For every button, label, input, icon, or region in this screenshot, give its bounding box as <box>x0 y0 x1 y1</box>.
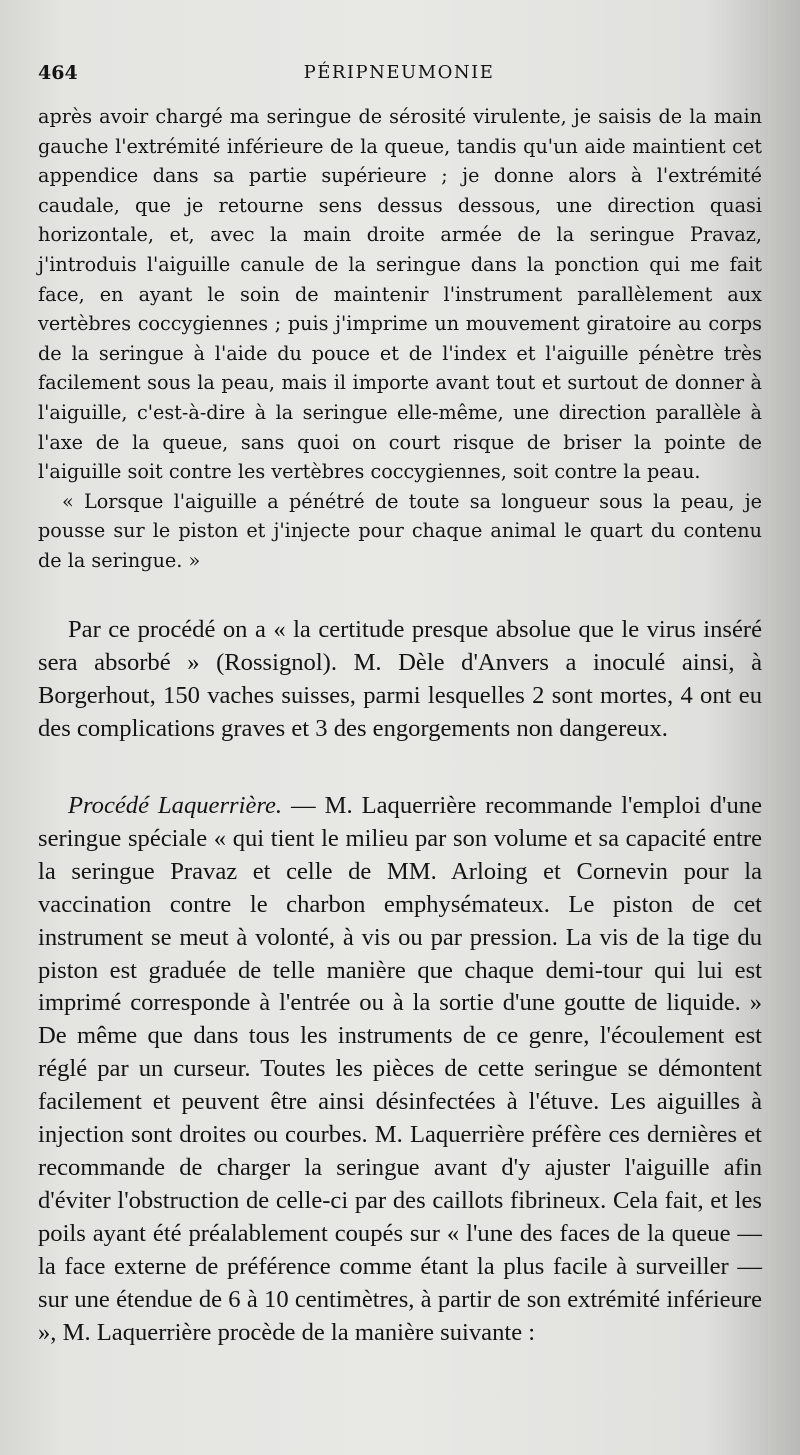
quoted-passage <box>38 102 762 576</box>
page-number: 464 <box>38 62 78 84</box>
body-paragraph-2-text: — M. Laquerrière recommande l'emploi d'une seringue spéciale « qui tient le milieu par son volume et sa capacité entre la seringue Pravaz et celle de MM. Arloing et Cornevin pour la vaccination contre le charbon emphysémateux. Le piston de cet instrument se meut à volonté, à vis ou par pression. La vis de la tige du piston est graduée de telle manière que chaque demi-tour qui lui est imprimé corresponde à l'entrée ou à la sortie d'une goutte de liquide. » De même que dans tous les instruments de ce genre, l'écoulement est réglé par un curseur. Toutes les pièces de cette seringue se démontent facilement et peuvent être ainsi désinfectées à l'étuve. Les aiguilles à injection sont droites ou courbes. M. Laquerrière préfère ces dernières et recommande de charger la seringue avant d'y ajuster l'aiguille afin d'éviter l'obstruction de celle-ci par des caillots fibrineux. Cela fait, et les poils ayant été préalablement coupés sur « l'une des faces de la queue — la face externe de préférence comme étant la plus facile à surveiller — sur une étendue de 6 à 10 centimètres, à partir de son extrémité inférieure », M. Laquerrière procède de la manière suivante : <box>38 792 762 1346</box>
body-paragraph-1-block <box>38 614 762 746</box>
page-header <box>38 62 760 92</box>
section-lead-title: Procédé Laquerrière. <box>68 792 283 819</box>
body-paragraph-2-block <box>38 790 762 1349</box>
running-head: PÉRIPNEUMONIE <box>303 62 495 83</box>
quote-paragraph-2: « Lorsque l'aiguille a pénétré de toute sa longueur sous la peau, je pousse sur le piston et j'injecte pour chaque animal le quart du contenu de la seringue. » <box>38 489 762 572</box>
body-paragraph-1: Par ce procédé on a « la certitude presque absolue que le virus inséré sera absorbé » (Rossignol). M. Dèle d'Anvers a inoculé ainsi, à Borgerhout, 150 vaches suisses, parmi lesquelles 2 sont mortes, 4 ont eu des complications graves et 3 des engorgements non dangereux. <box>38 616 762 742</box>
body-paragraph-2 <box>38 790 762 1349</box>
quote-paragraph-1: après avoir chargé ma seringue de sérosité virulente, je saisis de la main gauche l'extrémité inférieure de la queue, tandis qu'un aide maintient cet appendice dans sa partie supérieure ; je donne alors à l'extrémité caudale, que je retourne sens dessus dessous, une direction quasi horizontale, et, avec la main droite armée de la seringue Pravaz, j'introduis l'aiguille canule de la seringue dans la ponction qui me fait face, en ayant le soin de maintenir l'instrument parallèlement aux vertèbres coccygiennes ; puis j'imprime un mouvement giratoire au corps de la seringue à l'aide du pouce et de l'index et l'aiguille pénètre très facilement sous la peau, mais il importe avant tout et surtout de donner à l'aiguille, c'est-à-dire à la seringue elle-même, une direction parallèle à l'axe de la queue, sans quoi on court risque de briser la pointe de l'aiguille soit contre les vertèbres coccygiennes, soit contre la peau. <box>38 105 762 484</box>
